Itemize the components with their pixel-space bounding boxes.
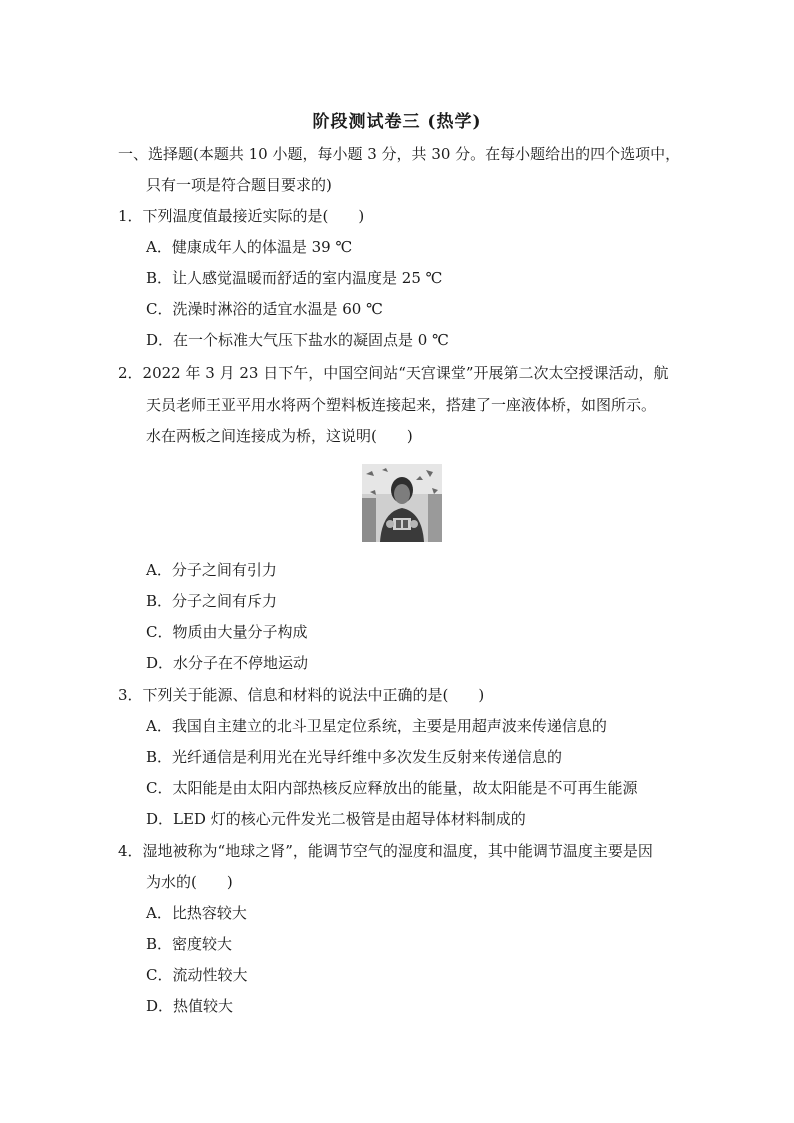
question-4-option-d: D．热值较大	[146, 997, 234, 1015]
question-2-stem-line-2: 天员老师王亚平用水将两个塑料板连接起来，搭建了一座液体桥，如图所示。	[146, 396, 657, 414]
question-4-option-c: C．流动性较大	[146, 966, 248, 984]
question-3-option-c: C．太阳能是由太阳内部热核反应释放出的能量，故太阳能是不可再生能源	[146, 779, 638, 797]
question-3-stem: 3．下列关于能源、信息和材料的说法中正确的是( )	[118, 686, 485, 704]
question-1-option-a: A．健康成年人的体温是 39 ℃	[146, 238, 353, 256]
question-1-option-b: B．让人感觉温暖而舒适的室内温度是 25 ℃	[146, 269, 443, 287]
liquid-bridge-photo	[362, 464, 442, 542]
question-2-option-c: C．物质由大量分子构成	[146, 623, 308, 641]
question-2-stem-line-1: 2．2022 年 3 月 23 日下午，中国空间站“天宫课堂”开展第二次太空授课活动，航	[118, 364, 669, 382]
question-3-option-b: B．光纤通信是利用光在光导纤维中多次发生反射来传递信息的	[146, 748, 563, 766]
question-2-option-a: A．分子之间有引力	[146, 561, 277, 579]
question-4-option-a: A．比热容较大	[146, 904, 247, 922]
section-heading-line-1: 一、选择题(本题共 10 小题，每小题 3 分，共 30 分。在每小题给出的四个选项中，	[118, 145, 681, 163]
question-2-option-d: D．水分子在不停地运动	[146, 654, 309, 672]
section-heading-line-2: 只有一项是符合题目要求的)	[146, 176, 332, 194]
question-3-option-d: D．LED 灯的核心元件发光二极管是由超导体材料制成的	[146, 810, 526, 828]
astronaut-photo-illustration	[362, 464, 442, 542]
question-4-option-b: B．密度较大	[146, 935, 233, 953]
question-1-stem: 1．下列温度值最接近实际的是( )	[118, 207, 365, 225]
question-1-option-d: D．在一个标准大气压下盐水的凝固点是 0 ℃	[146, 331, 449, 349]
page-title: 阶段测试卷三 (热学)	[312, 112, 482, 132]
question-4-stem-line-1: 4．湿地被称为“地球之肾”，能调节空气的湿度和温度，其中能调节温度主要是因	[118, 842, 653, 860]
question-4-stem-line-2: 为水的( )	[146, 873, 233, 891]
question-2-option-b: B．分子之间有斥力	[146, 592, 278, 610]
question-1-option-c: C．洗澡时淋浴的适宜水温是 60 ℃	[146, 300, 383, 318]
question-3-option-a: A．我国自主建立的北斗卫星定位系统，主要是用超声波来传递信息的	[146, 717, 607, 735]
question-2-stem-line-3: 水在两板之间连接成为桥，这说明( )	[146, 427, 413, 445]
